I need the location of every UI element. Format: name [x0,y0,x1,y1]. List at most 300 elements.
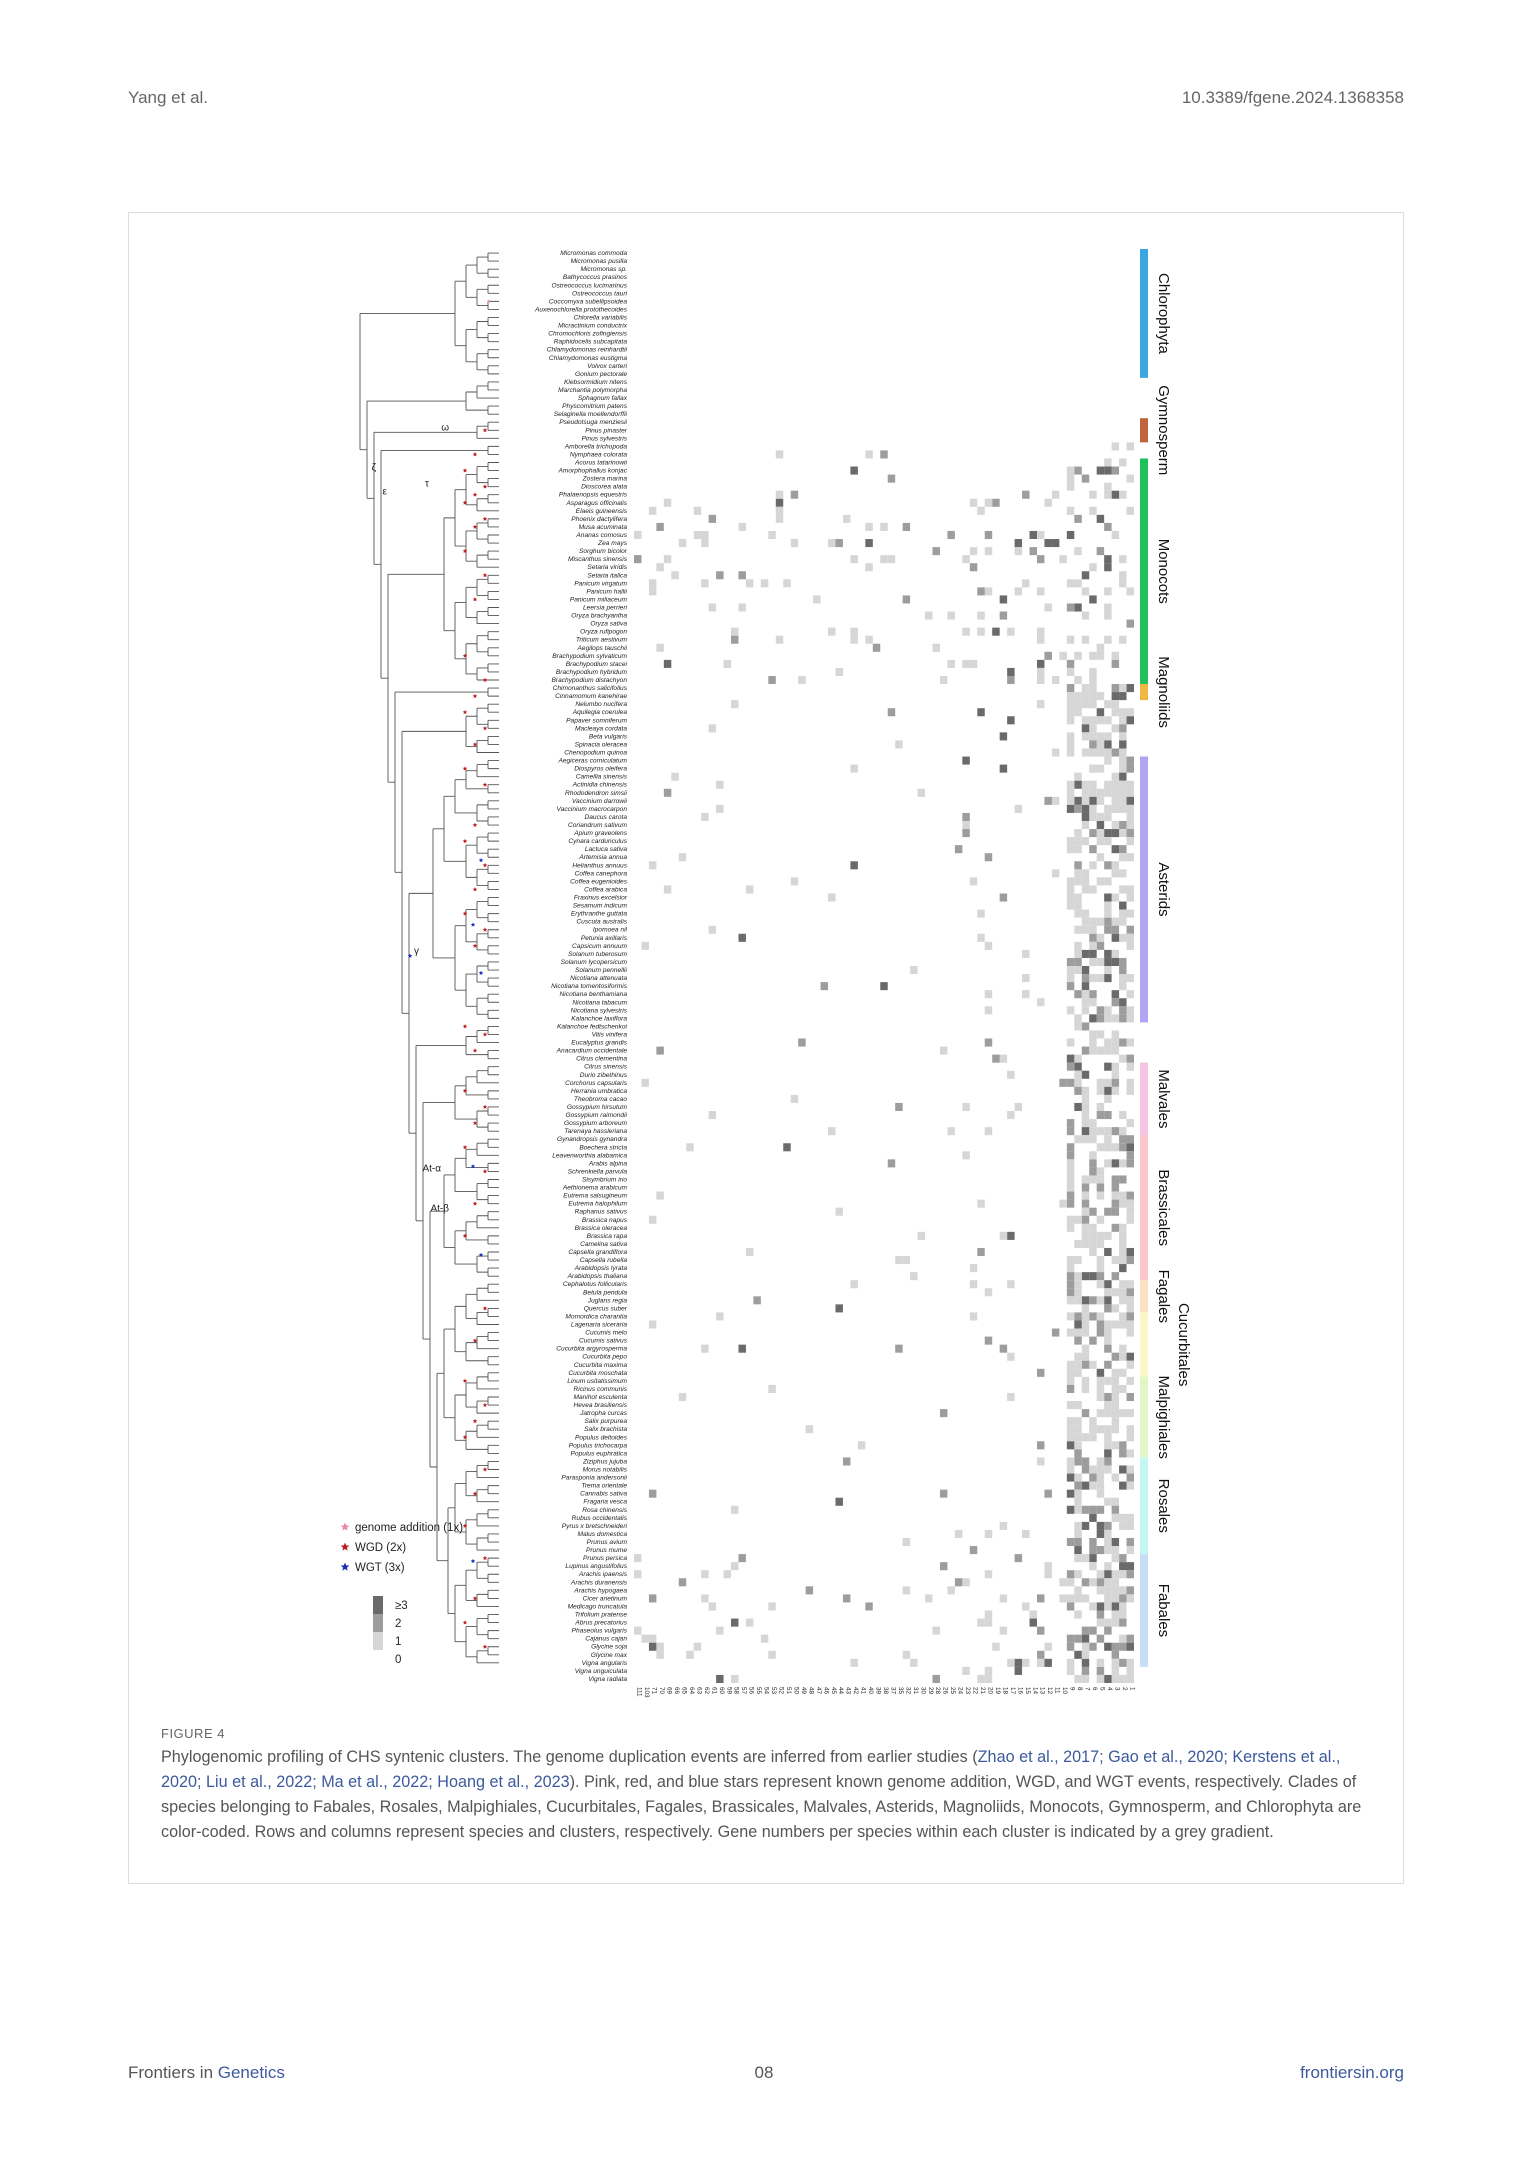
heatmap-cell [1104,740,1111,748]
tree-branch [444,518,455,631]
heatmap-cell [1089,1119,1096,1127]
cluster-label: 23 [964,1687,972,1695]
tree-branch [488,1647,499,1655]
heatmap-cell [1112,1369,1119,1377]
heatmap-cell [985,1288,992,1296]
heatmap-cell [1127,821,1134,829]
species-label: Ipomoea nil [592,926,627,934]
heatmap-cell [1097,708,1104,716]
heatmap-cell [1074,958,1081,966]
tree-branch [488,1486,499,1494]
heatmap-cell [1074,910,1081,918]
tree-branch [488,801,499,809]
heatmap-cell [1067,1602,1074,1610]
heatmap-cell [888,708,895,716]
heatmap-cell [1059,1594,1066,1602]
heatmap-cell [933,1675,940,1683]
tree-branch [488,664,499,672]
heatmap-cell [1112,773,1119,781]
heatmap-cell [970,563,977,571]
tree-branch [488,1397,499,1405]
cluster-label: 45 [829,1687,837,1695]
heatmap-cell [1127,507,1134,515]
heatmap-cell [1074,1320,1081,1328]
tree-branch [488,978,499,986]
heatmap-cell [1112,893,1119,901]
heatmap-cell [1127,1208,1134,1216]
heatmap-cell [947,660,954,668]
heatmap-cell [1097,1006,1104,1014]
heatmap-cell [1089,1562,1096,1570]
heatmap-cell [977,612,984,620]
heatmap-cell [776,491,783,499]
heatmap-cell [940,1409,947,1417]
heatmap-cell [1127,1135,1134,1143]
heatmap-cell [1119,1006,1126,1014]
heatmap-cell [1119,555,1126,563]
heatmap-cell [1097,1586,1104,1594]
heatmap-cell [1097,1256,1104,1264]
heatmap-cell [1127,1465,1134,1473]
heatmap-cell [1104,1578,1111,1586]
heatmap-cell [1112,1474,1119,1482]
heatmap-cell [1097,1635,1104,1643]
heatmap-cell [1119,1602,1126,1610]
heatmap-cell [1127,716,1134,724]
tree-branch [488,1357,499,1365]
heatmap-cell [1119,1570,1126,1578]
heatmap-cell [731,700,738,708]
heatmap-cell [1104,748,1111,756]
heatmap-cell [1127,1087,1134,1095]
heatmap-cell [1074,1546,1081,1554]
species-label: Nymphaea colorata [569,451,627,459]
heatmap-cell [1127,684,1134,692]
heatmap-cell [768,1651,775,1659]
tree-branch [488,785,499,793]
heatmap-cell [1067,740,1074,748]
tree-branch [466,1627,477,1657]
heatmap-cell [1104,1465,1111,1473]
tree-branch [488,1091,499,1099]
heatmap-cell [634,531,641,539]
species-label: Leavenworthia alabamica [552,1152,627,1160]
species-label: Chlorella variabilis [573,314,627,322]
heatmap-cell [1082,781,1089,789]
footer-journal-name[interactable]: Genetics [217,2063,285,2082]
cluster-label: 30 [919,1687,927,1695]
heatmap-cell [1112,1610,1119,1618]
heatmap-cell [731,1506,738,1514]
heatmap-cell [1074,966,1081,974]
heatmap-cell [664,660,671,668]
heatmap-cell [1059,555,1066,563]
heatmap-cell [1104,1296,1111,1304]
heatmap-cell [1104,1095,1111,1103]
heatmap-cell [1007,668,1014,676]
footer-site-link[interactable]: frontiersin.org [1300,2063,1404,2082]
heatmap-cell [1000,1522,1007,1530]
heatmap-cell [985,1039,992,1047]
heatmap-cell [1074,829,1081,837]
heatmap-cell [1119,1264,1126,1272]
heatmap-cell [1059,1578,1066,1586]
heatmap-cell [880,555,887,563]
heatmap-cell [1112,1039,1119,1047]
heatmap-cell [1127,1329,1134,1337]
footer-journal-prefix: Frontiers in [128,2063,218,2082]
tree-branch [488,422,499,430]
tree-branch [488,1631,499,1639]
heatmap-cell [1089,1506,1096,1514]
species-label: Fraxinus excelsior [573,894,627,902]
heatmap-cell [1097,837,1104,845]
species-label: Cephalotus follicularis [562,1281,627,1289]
heatmap-cell [1097,1465,1104,1473]
species-label: Aquilegia coerulea [572,709,627,717]
tree-branch [488,551,499,559]
heatmap-cell [1089,1538,1096,1546]
heatmap-cell [1074,676,1081,684]
cluster-label: 44 [837,1687,845,1695]
heatmap-cell [1119,571,1126,579]
heatmap-cell [1089,1514,1096,1522]
species-label: Cucurbita argyrosperma [556,1345,627,1353]
heatmap-cell [1015,1554,1022,1562]
tree-branch [488,1574,499,1582]
heatmap-cell [1097,1175,1104,1183]
tree-branch [488,1268,499,1276]
heatmap-cell [1089,1135,1096,1143]
heatmap-cell [1127,934,1134,942]
heatmap-cell [1127,885,1134,893]
cluster-label: 41 [859,1687,867,1695]
species-label: Chimonanthus salicifolius [552,685,627,693]
heatmap-cell [1112,1514,1119,1522]
heatmap-cell [686,1651,693,1659]
heatmap-cell [1074,1240,1081,1248]
species-label: Salix brachista [584,1426,627,1434]
heatmap-cell [1082,1240,1089,1248]
legend-scale-swatch [373,1650,383,1668]
heatmap-cell [1112,1288,1119,1296]
heatmap-cell [1037,1457,1044,1465]
cluster-label: 37 [889,1687,897,1695]
heatmap-cell [1119,1482,1126,1490]
heatmap-cell [1082,1659,1089,1667]
cluster-label: 56 [747,1687,755,1695]
heatmap-cell [656,1651,663,1659]
heatmap-cell [1112,467,1119,475]
heatmap-cell [1074,1482,1081,1490]
heatmap-cell [1082,821,1089,829]
tree-branch [488,285,499,293]
heatmap-cell [1119,1224,1126,1232]
species-label: Actinidia chinensis [572,781,627,789]
heatmap-cell [1082,998,1089,1006]
heatmap-cell [1000,732,1007,740]
heatmap-cell [1119,1232,1126,1240]
heatmap-cell [1089,676,1096,684]
heatmap-cell [1067,1667,1074,1675]
tree-branch [466,1570,477,1600]
heatmap-cell [1104,1006,1111,1014]
heatmap-cell [1015,587,1022,595]
wgd-star-icon [483,516,488,520]
heatmap-cell [1037,531,1044,539]
heatmap-cell [1089,732,1096,740]
species-label: Cicer arietinum [582,1595,627,1603]
heatmap-cell [1082,813,1089,821]
heatmap-cell [1119,1514,1126,1522]
wgd-star-icon [463,1435,468,1439]
heatmap-cell [1119,1320,1126,1328]
heatmap-cell [1082,700,1089,708]
tree-branch [488,817,499,825]
running-head-authors: Yang et al. [128,88,209,107]
heatmap-cell [835,668,842,676]
species-label: Oryza sativa [590,620,627,628]
genome-addition-star-icon [487,299,491,303]
heatmap-cell [1119,1554,1126,1562]
heatmap-cell [1097,942,1104,950]
clade-label: Magnoliids [1155,656,1172,728]
heatmap-cell [1127,1288,1134,1296]
heatmap-cell [992,499,999,507]
heatmap-cell [813,595,820,603]
heatmap-cell [716,1675,723,1683]
heatmap-cell [1082,1022,1089,1030]
heatmap-cell [858,1441,865,1449]
species-label: Ricinus communis [573,1385,627,1393]
heatmap-cell [1082,1232,1089,1240]
heatmap-cell [1074,1594,1081,1602]
heatmap-cell [1127,1474,1134,1482]
heatmap-cell [1127,829,1134,837]
heatmap-cell [1082,1482,1089,1490]
heatmap-cell [746,1248,753,1256]
heatmap-cell [738,1554,745,1562]
wgd-star-icon [473,694,478,698]
heatmap-cell [649,1643,656,1651]
heatmap-cell [970,499,977,507]
heatmap-cell [1067,1361,1074,1369]
heatmap-cell [1067,716,1074,724]
heatmap-cell [1104,918,1111,926]
clade-color-bar [1140,249,1148,378]
cluster-label: 65 [680,1687,688,1695]
heatmap-cell [1119,958,1126,966]
heatmap-cell [649,579,656,587]
heatmap-cell [716,805,723,813]
cluster-label: 42 [852,1687,860,1695]
heatmap-cell [1127,1594,1134,1602]
clade-label: Fabales [1155,1583,1172,1638]
heatmap-cell [970,1280,977,1288]
heatmap-cell [1067,1175,1074,1183]
heatmap-cell [1097,1377,1104,1385]
heatmap-cell [992,628,999,636]
caption-citation-link[interactable]: Zhao et al., 2017; Gao et al., 2020; Kerstens et al., 2020; Liu et al., 2022; Ma et al., 2022; Hoang et al., 2023 [161,1748,1341,1791]
tree-branch [488,930,499,938]
heatmap-cell [1089,974,1096,982]
heatmap-cell [1104,805,1111,813]
heatmap-cell [1089,740,1096,748]
heatmap-cell [1082,724,1089,732]
heatmap-cell [1104,716,1111,724]
heatmap-cell [1119,821,1126,829]
heatmap-cell [1074,1425,1081,1433]
running-head-doi[interactable]: 10.3389/fgene.2024.1368358 [1181,88,1404,107]
heatmap-cell [985,853,992,861]
heatmap-cell [1127,1667,1134,1675]
heatmap-cell [1119,716,1126,724]
heatmap-cell [1097,1216,1104,1224]
heatmap-cell [1119,491,1126,499]
heatmap-cell [1074,1312,1081,1320]
heatmap-cell [1089,1127,1096,1135]
heatmap-cell [1067,1465,1074,1473]
cluster-label: 15 [1023,1687,1031,1695]
heatmap-cell [955,1530,962,1538]
species-label: Cynara cardunculus [568,838,627,846]
heatmap-cell [1089,724,1096,732]
tree-branch [488,495,499,503]
heatmap-cell [1074,1457,1081,1465]
heatmap-cell [1112,1256,1119,1264]
heatmap-cell [977,1248,984,1256]
heatmap-cell [985,1570,992,1578]
heatmap-cell [1037,587,1044,595]
heatmap-cell [1082,1627,1089,1635]
species-label: Hevea brasiliensis [573,1402,627,1410]
heatmap-cell [1127,1353,1134,1361]
clade-label: Monocots [1155,538,1172,604]
heatmap-cell [1030,1610,1037,1618]
heatmap-cell [1044,1570,1051,1578]
species-label: Arabis alpina [588,1160,627,1168]
tree-branch [488,962,499,970]
clade-bars [1140,249,1192,1667]
heatmap-cell [1112,724,1119,732]
species-label: Trema orientale [581,1482,627,1490]
tree-branch [488,720,499,728]
heatmap-cell [1082,950,1089,958]
tree-branch [416,1046,466,1221]
heatmap-cell [1089,1224,1096,1232]
heatmap-cell [1082,1345,1089,1353]
heatmap-cell [1119,805,1126,813]
heatmap-cell [761,1635,768,1643]
species-label: Arachis hypogaea [574,1587,627,1595]
heatmap-cell [888,475,895,483]
cluster-label: 17 [1008,1687,1016,1695]
heatmap-cell [1104,1643,1111,1651]
heatmap-cell [1067,885,1074,893]
heatmap-cell [1104,1135,1111,1143]
heatmap-cell [1104,1208,1111,1216]
heatmap-cell [1097,1667,1104,1675]
heatmap-cell [903,595,910,603]
heatmap-cell [1074,1063,1081,1071]
species-label: Cucurbita moschata [568,1369,627,1377]
heatmap-cell [1112,1087,1119,1095]
heatmap-cell [1082,1643,1089,1651]
heatmap-cell [1104,902,1111,910]
heatmap-cell [865,539,872,547]
heatmap-cell [679,1578,686,1586]
tree-branch [466,910,477,942]
heatmap-cell [1112,1675,1119,1683]
heatmap-cell [1097,821,1104,829]
heatmap-cell [1127,1643,1134,1651]
heatmap-cell [1089,1482,1096,1490]
species-label: Parasponia andersonii [561,1474,627,1482]
heatmap-cell [701,1570,708,1578]
heatmap-cell [798,676,805,684]
heatmap-cell [664,499,671,507]
heatmap-cell [977,587,984,595]
heatmap-cell [1127,708,1134,716]
heatmap-cell [1119,1192,1126,1200]
heatmap-cell [1112,1417,1119,1425]
heatmap-cell [1119,1296,1126,1304]
wgd-star-icon [483,1403,488,1407]
heatmap-cell [1097,692,1104,700]
heatmap-cell [1082,1312,1089,1320]
tree-branch [488,898,499,906]
tree-branch [488,519,499,527]
tree-branch [477,998,488,1014]
species-label: Phalaenopsis equestris [558,491,627,499]
species-label: Populus trichocarpa [568,1442,627,1450]
heatmap-cell [1082,1329,1089,1337]
species-label: Daucus carota [584,813,627,821]
species-label: Cucurbita maxima [573,1361,627,1369]
heatmap-cell [1074,942,1081,950]
heatmap-cell [1022,579,1029,587]
heatmap-cell [1089,1312,1096,1320]
heatmap-cell [671,773,678,781]
heatmap-cell [1044,1659,1051,1667]
heatmap-cell [947,612,954,620]
heatmap-cell [1104,1288,1111,1296]
heatmap-cell [1119,885,1126,893]
wgd-star-icon [473,1048,478,1052]
heatmap-cell [1104,1594,1111,1602]
heatmap-cell [1104,1498,1111,1506]
cluster-label: 13 [1038,1687,1046,1695]
heatmap-cell [1089,1602,1096,1610]
heatmap-cell [903,1538,910,1546]
heatmap-cell [1082,1320,1089,1328]
tree-branch [466,716,477,746]
heatmap-cell [955,1578,962,1586]
clade-color-bar [1140,1554,1148,1667]
heatmap-cell [1074,1071,1081,1079]
heatmap-cell [1067,700,1074,708]
heatmap-cell [671,571,678,579]
heatmap-cell [1119,910,1126,918]
cluster-label: 19 [993,1687,1001,1695]
heatmap-cell [1097,829,1104,837]
cluster-label: 47 [814,1687,822,1695]
species-label: Glycine soja [591,1643,627,1651]
tree-branch [488,462,499,470]
heatmap-cell [1097,1578,1104,1586]
clade-color-bar [1140,757,1148,1023]
wgd-star-icon [483,1467,488,1471]
